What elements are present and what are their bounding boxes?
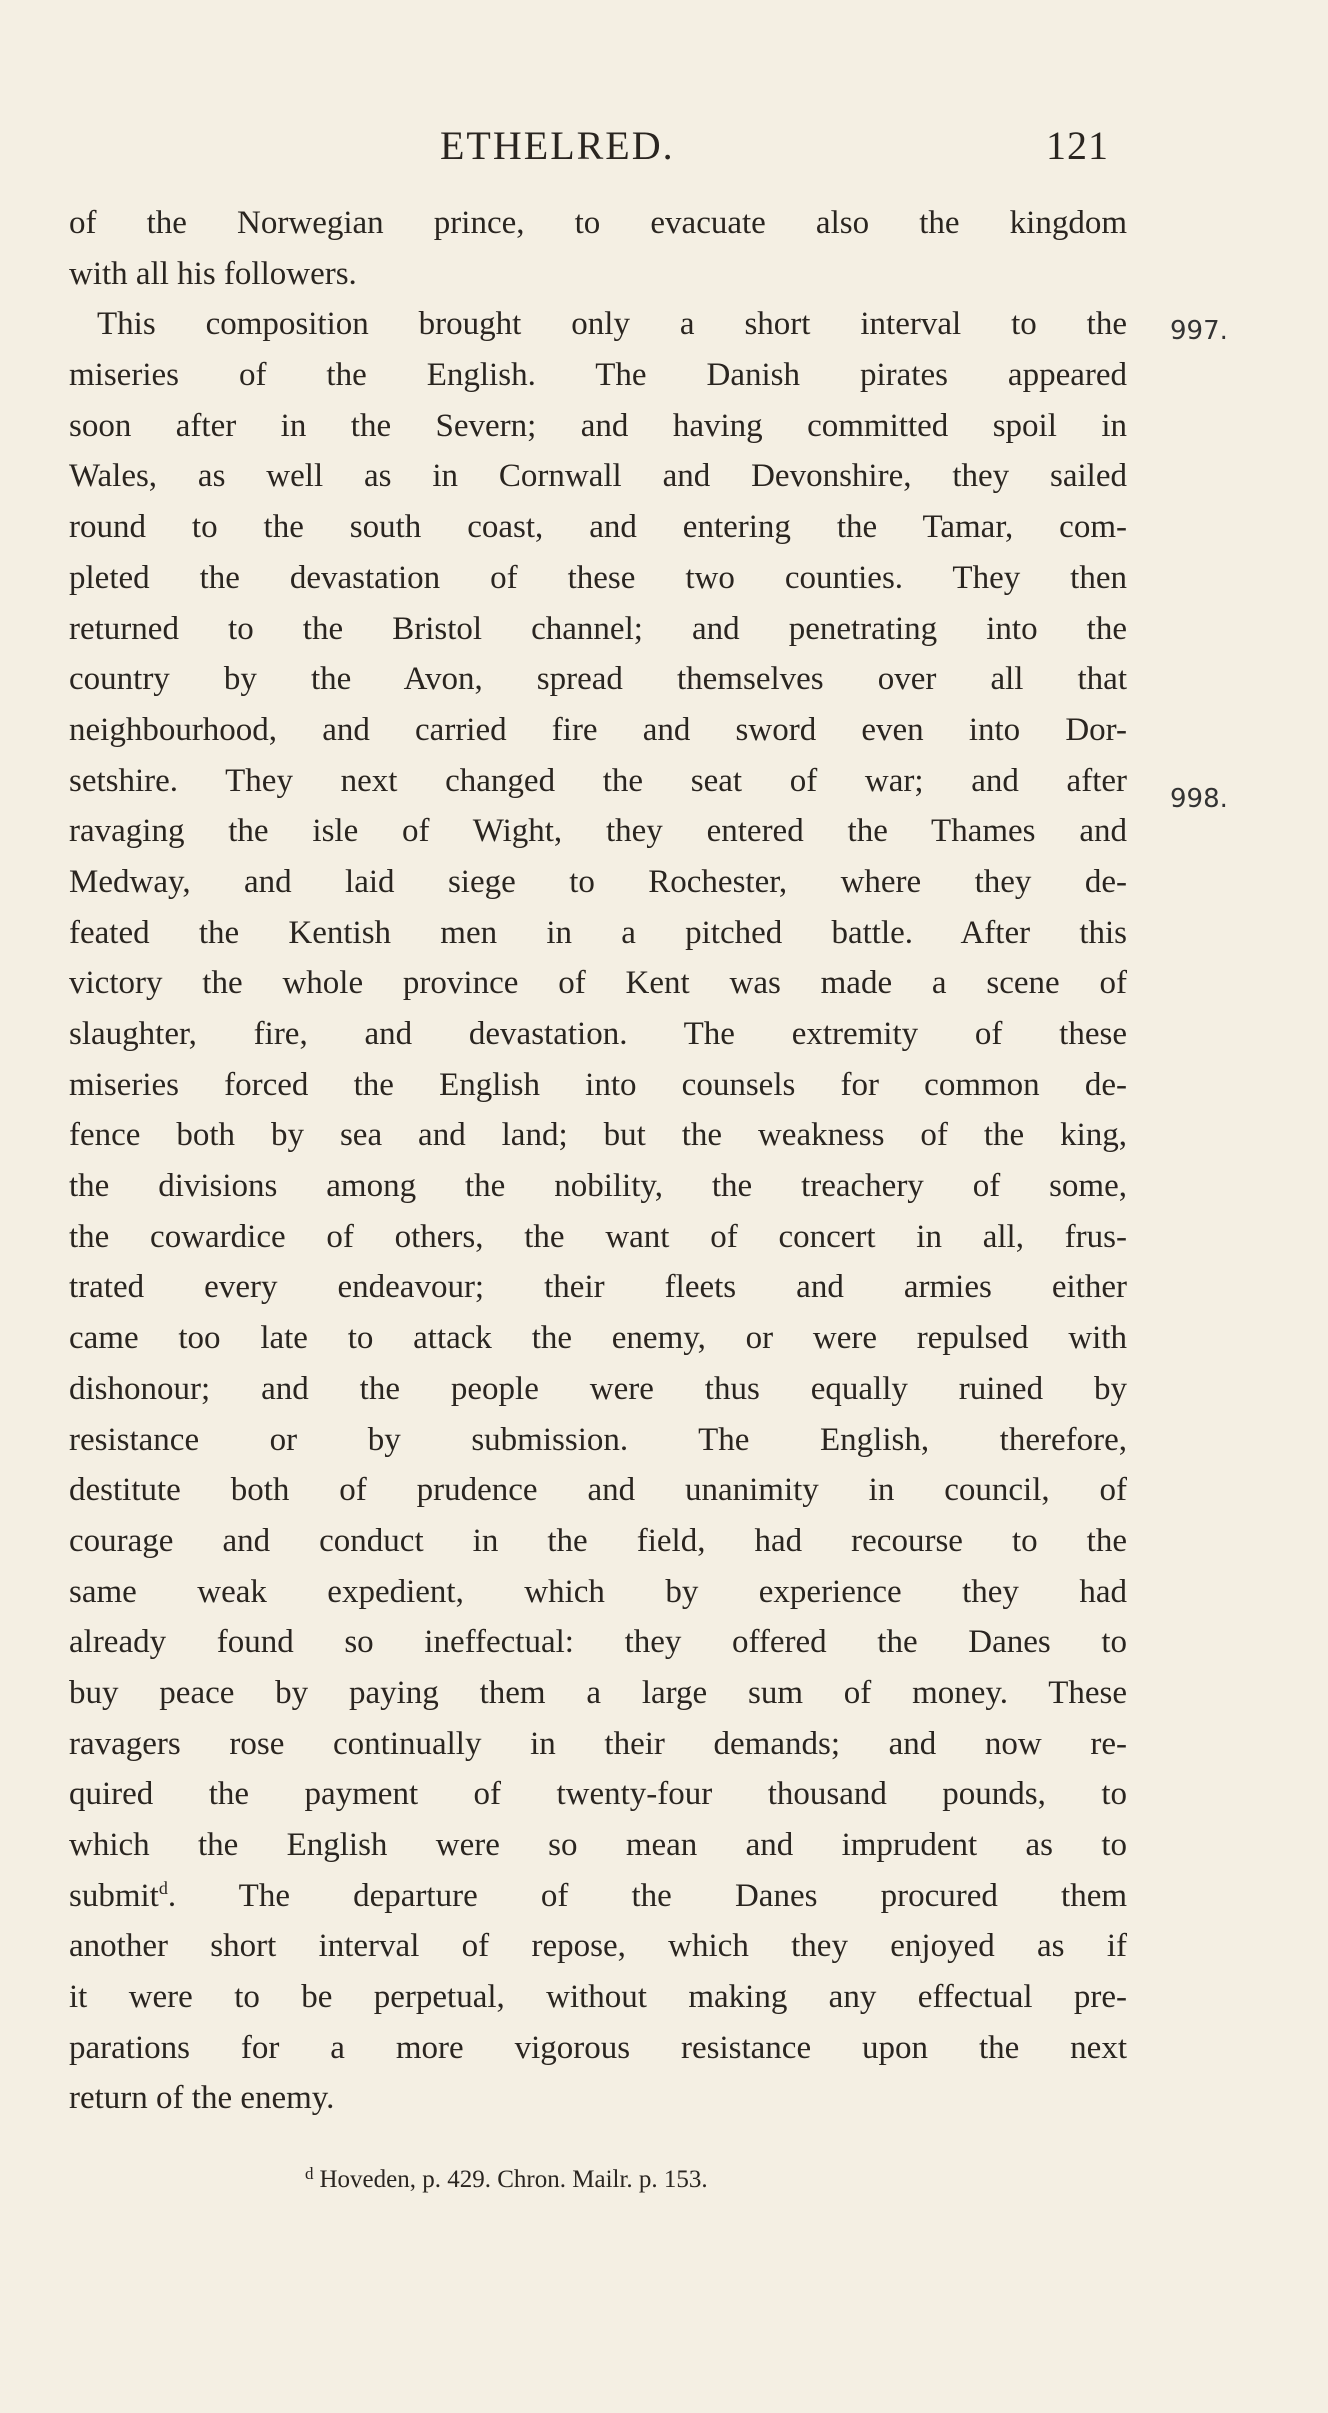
running-header [440,122,1120,182]
text-line: already found so ineffectual: they offered the Danes to [69,1624,1127,1661]
submit-word: submit [69,1877,159,1914]
text-line: the cowardice of others, the want of concert in all, frus- [69,1218,1127,1255]
line-remainder: The departure of the Danes procured them [238,1877,1128,1914]
text-line: Medway, and laid siege to Rochester, where they de- [69,863,1127,900]
body-paragraphs [69,198,1127,2124]
text-line: it were to be perpetual, without making any effectual pre- [69,1979,1127,2016]
text-line: destitute both of prudence and unanimity in council, of [69,1472,1127,1509]
text-line: resistance or by submission. The English, therefore, [69,1421,1127,1458]
page-number: 121 [1046,123,1109,168]
footnote-reference: d [158,1877,168,1898]
text-line: slaughter, fire, and devastation. The extremity of these [69,1016,1127,1052]
text-line: soon after in the Severn; and having committed spoil in [69,407,1127,444]
text-line: miseries of the English. The Danish pirates appeared [69,357,1127,394]
text-line: This composition brought only a short interval to the [97,306,1127,343]
text-line: setshire. They next changed the seat of war; and after [69,762,1127,799]
chapter-title: ETHELRED. [440,123,675,168]
text-line: victory the whole province of Kent was made a scene of [69,965,1127,1002]
text-line: same weak expedient, which by experience they had [69,1573,1127,1610]
text-line: which the English were so mean and imprudent as to [69,1827,1127,1863]
text-line-with-footnote-ref: submit$^d$. The departure of the Danes procured them [69,1877,1128,1914]
text-line: another short interval of repose, which they enjoyed as if [69,1928,1127,1965]
text-line: trated every endeavour; their fleets and armies either [69,1269,1127,1306]
margin-year-998: 998. [1170,784,1228,814]
text-line: the divisions among the nobility, the treachery of some, [69,1168,1127,1205]
text-line: country by the Avon, spread themselves over all that [69,661,1127,698]
text-line: of the Norwegian prince, to evacuate also the kingdom [69,205,1127,241]
text-line: came too late to attack the enemy, or were repulsed with [69,1320,1127,1357]
text-line: buy peace by paying them a large sum of money. These [69,1674,1127,1711]
text-line: feated the Kentish men in a pitched battle. After this [69,914,1127,951]
text-line: fence both by sea and land; but the weakness of the king, [69,1117,1127,1154]
text-line: Wales, as well as in Cornwall and Devonshire, they sailed [69,458,1127,495]
text-line: returned to the Bristol channel; and penetrating into the [69,610,1127,647]
text-line: dishonour; and the people were thus equally ruined by [69,1370,1127,1407]
text-line: neighbourhood, and carried fire and sword even into Dor- [69,711,1127,748]
text-line: ravaging the isle of Wight, they entered the Thames and [69,813,1127,850]
text-line: ravagers rose continually in their demands; and now re- [69,1725,1127,1762]
footnote-text: Hoveden, p. 429. Chron. Mailr. p. 153. [319,2166,708,2193]
footnote-mark: d [305,2164,314,2183]
text-line: return of the enemy. [69,2080,335,2117]
footnote [305,2164,708,2194]
text-line: parations for a more vigorous resistance upon the next [69,2029,1127,2066]
margin-year-997: 997. [1170,316,1228,346]
text-line: with all his followers. [69,255,357,292]
text-line: courage and conduct in the field, had recourse to the [69,1522,1127,1559]
text-line: pleted the devastation of these two counties. They then [69,559,1127,596]
text-line: miseries forced the English into counsels for common de- [69,1066,1127,1103]
text-line: quired the payment of twenty-four thousand pounds, to [69,1776,1127,1813]
text-line: round to the south coast, and entering the Tamar, com- [69,509,1127,546]
